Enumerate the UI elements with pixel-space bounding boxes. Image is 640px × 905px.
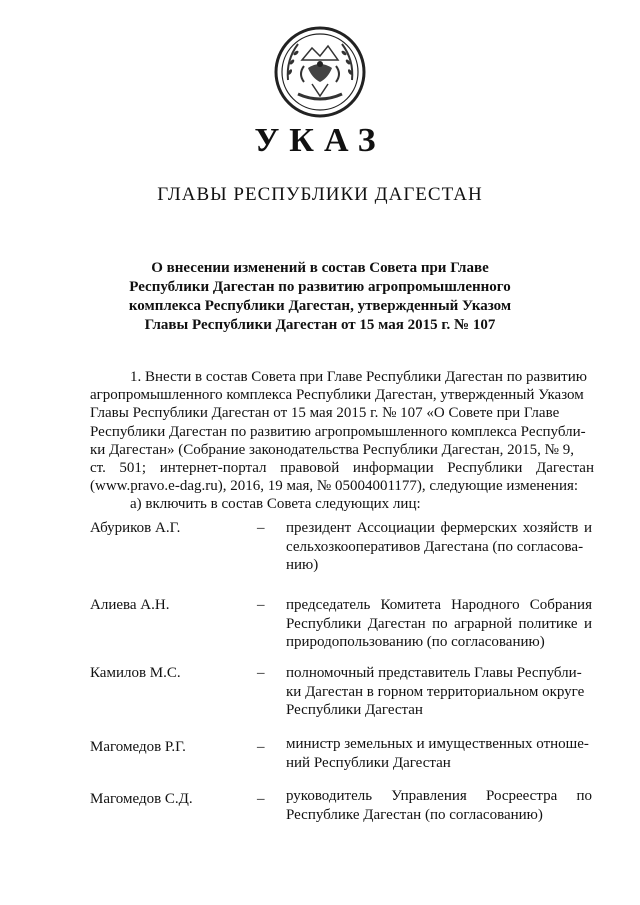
member-role-line: Республики Дагестан по аграрной политике и <box>286 615 592 632</box>
body-line: Республики Дагестан по развитию агропромышленного комплекса Республи- <box>90 423 586 440</box>
member-role-line: сельхозкооперативов Дагестана (по согласова- <box>286 538 584 555</box>
heading-line: комплекса Республики Дагестан, утвержденный Указом <box>128 298 512 314</box>
body-line: (www.pravo.e-dag.ru), 2016, 19 мая, № 05004001177), следующие изменения: <box>90 478 579 495</box>
body-line: Главы Республики Дагестан от 15 мая 2015 г. № 107 «О Совете при Главе <box>90 405 560 422</box>
member-name: Алиева А.Н. <box>90 597 170 613</box>
member-dash: – <box>257 665 265 681</box>
body-line: агропромышленного комплекса Республики Дагестан, утвержденный Указом <box>90 387 584 404</box>
body-line: 1. Внести в состав Совета при Главе Республики Дагестан по развитию <box>130 369 587 385</box>
member-role-line: председатель Комитета Народного Собрания <box>286 597 592 613</box>
member-dash: – <box>257 520 265 536</box>
member-role <box>286 735 592 772</box>
heading-line: Главы Республики Дагестан от 15 мая 2015 г. № 107 <box>144 317 496 333</box>
heading-line: Республики Дагестан по развитию агропромышленного <box>129 279 511 295</box>
member-role-line: ки Дагестан в горном территориальном округе <box>286 683 585 700</box>
member-dash: – <box>257 597 265 613</box>
member-role-line: нию) <box>286 557 319 573</box>
member-role-line: Республике Дагестан (по согласованию) <box>286 806 543 823</box>
member-role-line: президент Ассоциации фермерских хозяйств и <box>286 520 592 536</box>
member-role <box>286 664 592 720</box>
member-name: Магомедов Р.Г. <box>90 739 186 755</box>
member-name: Абуриков А.Г. <box>90 520 181 536</box>
member-role-line: ний Республики Дагестан <box>286 754 451 771</box>
body-line: ки Дагестан» (Собрание законодательства Республики Дагестан, 2015, № 9, <box>90 441 574 458</box>
body-line: ст. 501; интернет-портал правовой информации Республики Дагестан <box>90 460 594 477</box>
member-role <box>286 519 592 575</box>
member-role <box>286 787 592 824</box>
member-dash: – <box>257 739 265 755</box>
document-type-title: УКАЗ <box>254 122 386 159</box>
member-role <box>286 596 592 652</box>
issuer-subtitle: ГЛАВЫ РЕСПУБЛИКИ ДАГЕСТАН <box>157 184 483 205</box>
body-line: а) включить в состав Совета следующих лиц: <box>130 496 421 513</box>
member-name: Камилов М.С. <box>90 665 181 681</box>
member-role-line: природопользованию (по согласованию) <box>286 634 545 650</box>
member-role-line: министр земельных и имущественных отноше- <box>286 736 589 752</box>
member-role-line: полномочный представитель Главы Республи- <box>286 665 582 681</box>
member-dash: – <box>257 791 265 807</box>
member-role-line: руководитель Управления Росреестра по <box>286 788 592 804</box>
member-role-line: Республики Дагестан <box>286 702 423 718</box>
heading-line: О внесении изменений в состав Совета при Главе <box>151 260 489 276</box>
member-name: Магомедов С.Д. <box>90 791 193 807</box>
